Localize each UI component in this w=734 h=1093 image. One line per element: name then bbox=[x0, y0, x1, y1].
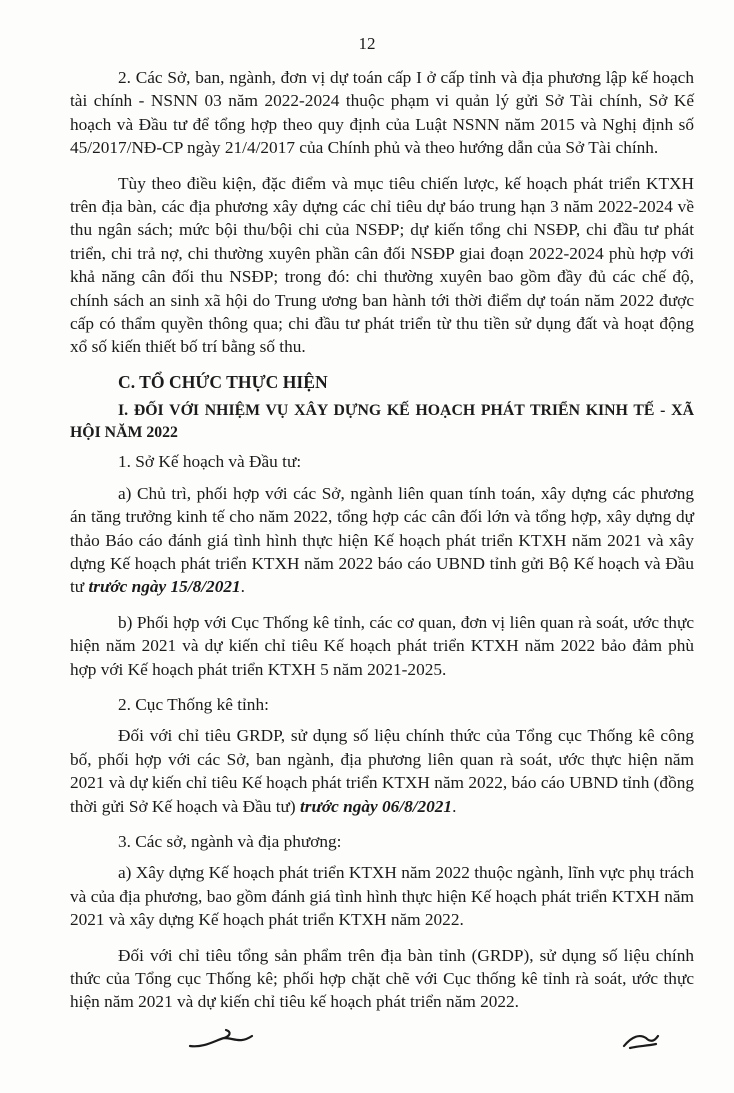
page-number: 12 bbox=[358, 34, 376, 53]
item-1a-deadline: trước ngày 15/8/2021 bbox=[88, 577, 241, 597]
paragraph-budget-submission: 2. Các Sở, ban, ngành, đơn vị dự toán cấp I ở cấp tỉnh và địa phương lập kế hoạch tài chính - NSNN 03 năm 2022-2024 thuộc phạm vi quản lý gửi Sở Tài chính, Sở Kế hoạch và Đầu tư để tổng hợp theo quy định của Luật NSNN năm 2015 và Nghị định số 45/2017/NĐ-CP ngày 21/4/2017 của Chính phủ và theo hướng dẫn của Sở Tài chính. bbox=[70, 68, 694, 158]
item-1b: b) Phối hợp với Cục Thống kê tỉnh, các cơ quan, đơn vị liên quan rà soát, ước thực hiện năm 2021 và dự kiến chỉ tiêu Kế hoạch phát triển KTXH năm 2022 bảo đảm phù hợp với Kế hoạch phát triển KTXH 5 năm 2021-2025. bbox=[70, 612, 694, 679]
paragraph-medium-term-forecast: Tùy theo điều kiện, đặc điểm và mục tiêu chiến lược, kế hoạch phát triển KTXH trên địa bàn, các địa phương xây dựng các chỉ tiêu dự báo trung hạn 3 năm 2022-2024 về thu ngân sách; mức bội thu/bội chi của NSĐP; dự kiến tổng chi NSĐP, chi đầu tư phát triển, chi trả nợ, chi thường xuyên phần cân đối NSĐP giai đoạn 2022-2024 phù hợp với khả năng cân đối thu NSĐP; trong đó: chi thường xuyên bao gồm đầy đủ các chế độ, chính sách an sinh xã hội do Trung ương ban hành tới thời điểm dự toán năm 2022 được cấp có thẩm quyền thông qua; chi đầu tư phát triển từ thu tiền sử dụng đất và hoạt động xổ số kiến thiết bố trí bằng số thu. bbox=[70, 173, 694, 357]
initial-signature-left bbox=[186, 1022, 256, 1056]
initial-signature-right bbox=[620, 1028, 660, 1054]
document-body bbox=[70, 66, 694, 1026]
item-3a: a) Xây dựng Kế hoạch phát triển KTXH năm 2022 thuộc ngành, lĩnh vực phụ trách và của địa phương, bao gồm đánh giá tình hình thực hiện Kế hoạch phát triển KTXH năm 2021 và xây dựng Kế hoạch phát triển KTXH năm 2022. bbox=[70, 863, 694, 930]
item-2-body: Đối với chỉ tiêu GRDP, sử dụng số liệu chính thức của Tổng cục Thống kê công bố, phối hợp với các Sở, ban ngành, địa phương liên quan rà soát, ước thực hiện năm 2021 và dự kiến chỉ tiêu Kế hoạch phát triển KTXH năm 2022, báo cáo UBND tỉnh (đồng thời gửi Sở Kế hoạch và Đầu tư) bbox=[70, 726, 694, 816]
item-1-title: 1. Sở Kế hoạch và Đầu tư: bbox=[118, 452, 302, 472]
item-2-title: 2. Cục Thống kê tỉnh: bbox=[118, 694, 269, 714]
item-1a-period: . bbox=[240, 577, 245, 597]
item-2-deadline: trước ngày 06/8/2021 bbox=[299, 796, 453, 816]
item-3-grdp: Đối với chỉ tiêu tổng sản phẩm trên địa bàn tỉnh (GRDP), sử dụng số liệu chính thức của Tổng cục Thống kê; phối hợp chặt chẽ với Cục thống kê tỉnh rà soát, ước thực hiện năm 2021 và dự kiến chỉ tiêu kế hoạch phát triển năm 2022. bbox=[70, 945, 694, 1012]
item-1a bbox=[70, 482, 694, 599]
item-2-period: . bbox=[452, 796, 457, 816]
item-2-text bbox=[70, 724, 694, 818]
item-1a-text: a) Chủ trì, phối hợp với các Sở, ngành liên quan tính toán, xây dựng các phương án tăng trưởng kinh tế cho năm 2022, tổng hợp các cân đối lớn và tổng hợp, xây dựng dự thảo Báo cáo đánh giá tình hình thực hiện Kế hoạch phát triển KTXH năm 2021 và xây dựng Kế hoạch phát triển KTXH năm 2022 báo cáo UBND tỉnh gửi Bộ Kế hoạch và Đầu tư bbox=[70, 483, 694, 597]
section-heading-c: C. TỔ CHỨC THỰC HIỆN bbox=[118, 371, 328, 392]
item-3-title: 3. Các sở, ngành và địa phương: bbox=[118, 831, 342, 851]
section-heading-i: I. ĐỐI VỚI NHIỆM VỤ XÂY DỰNG KẾ HOẠCH PHÁT TRIỂN KINH TẾ - XÃ HỘI NĂM 2022 bbox=[70, 402, 694, 442]
